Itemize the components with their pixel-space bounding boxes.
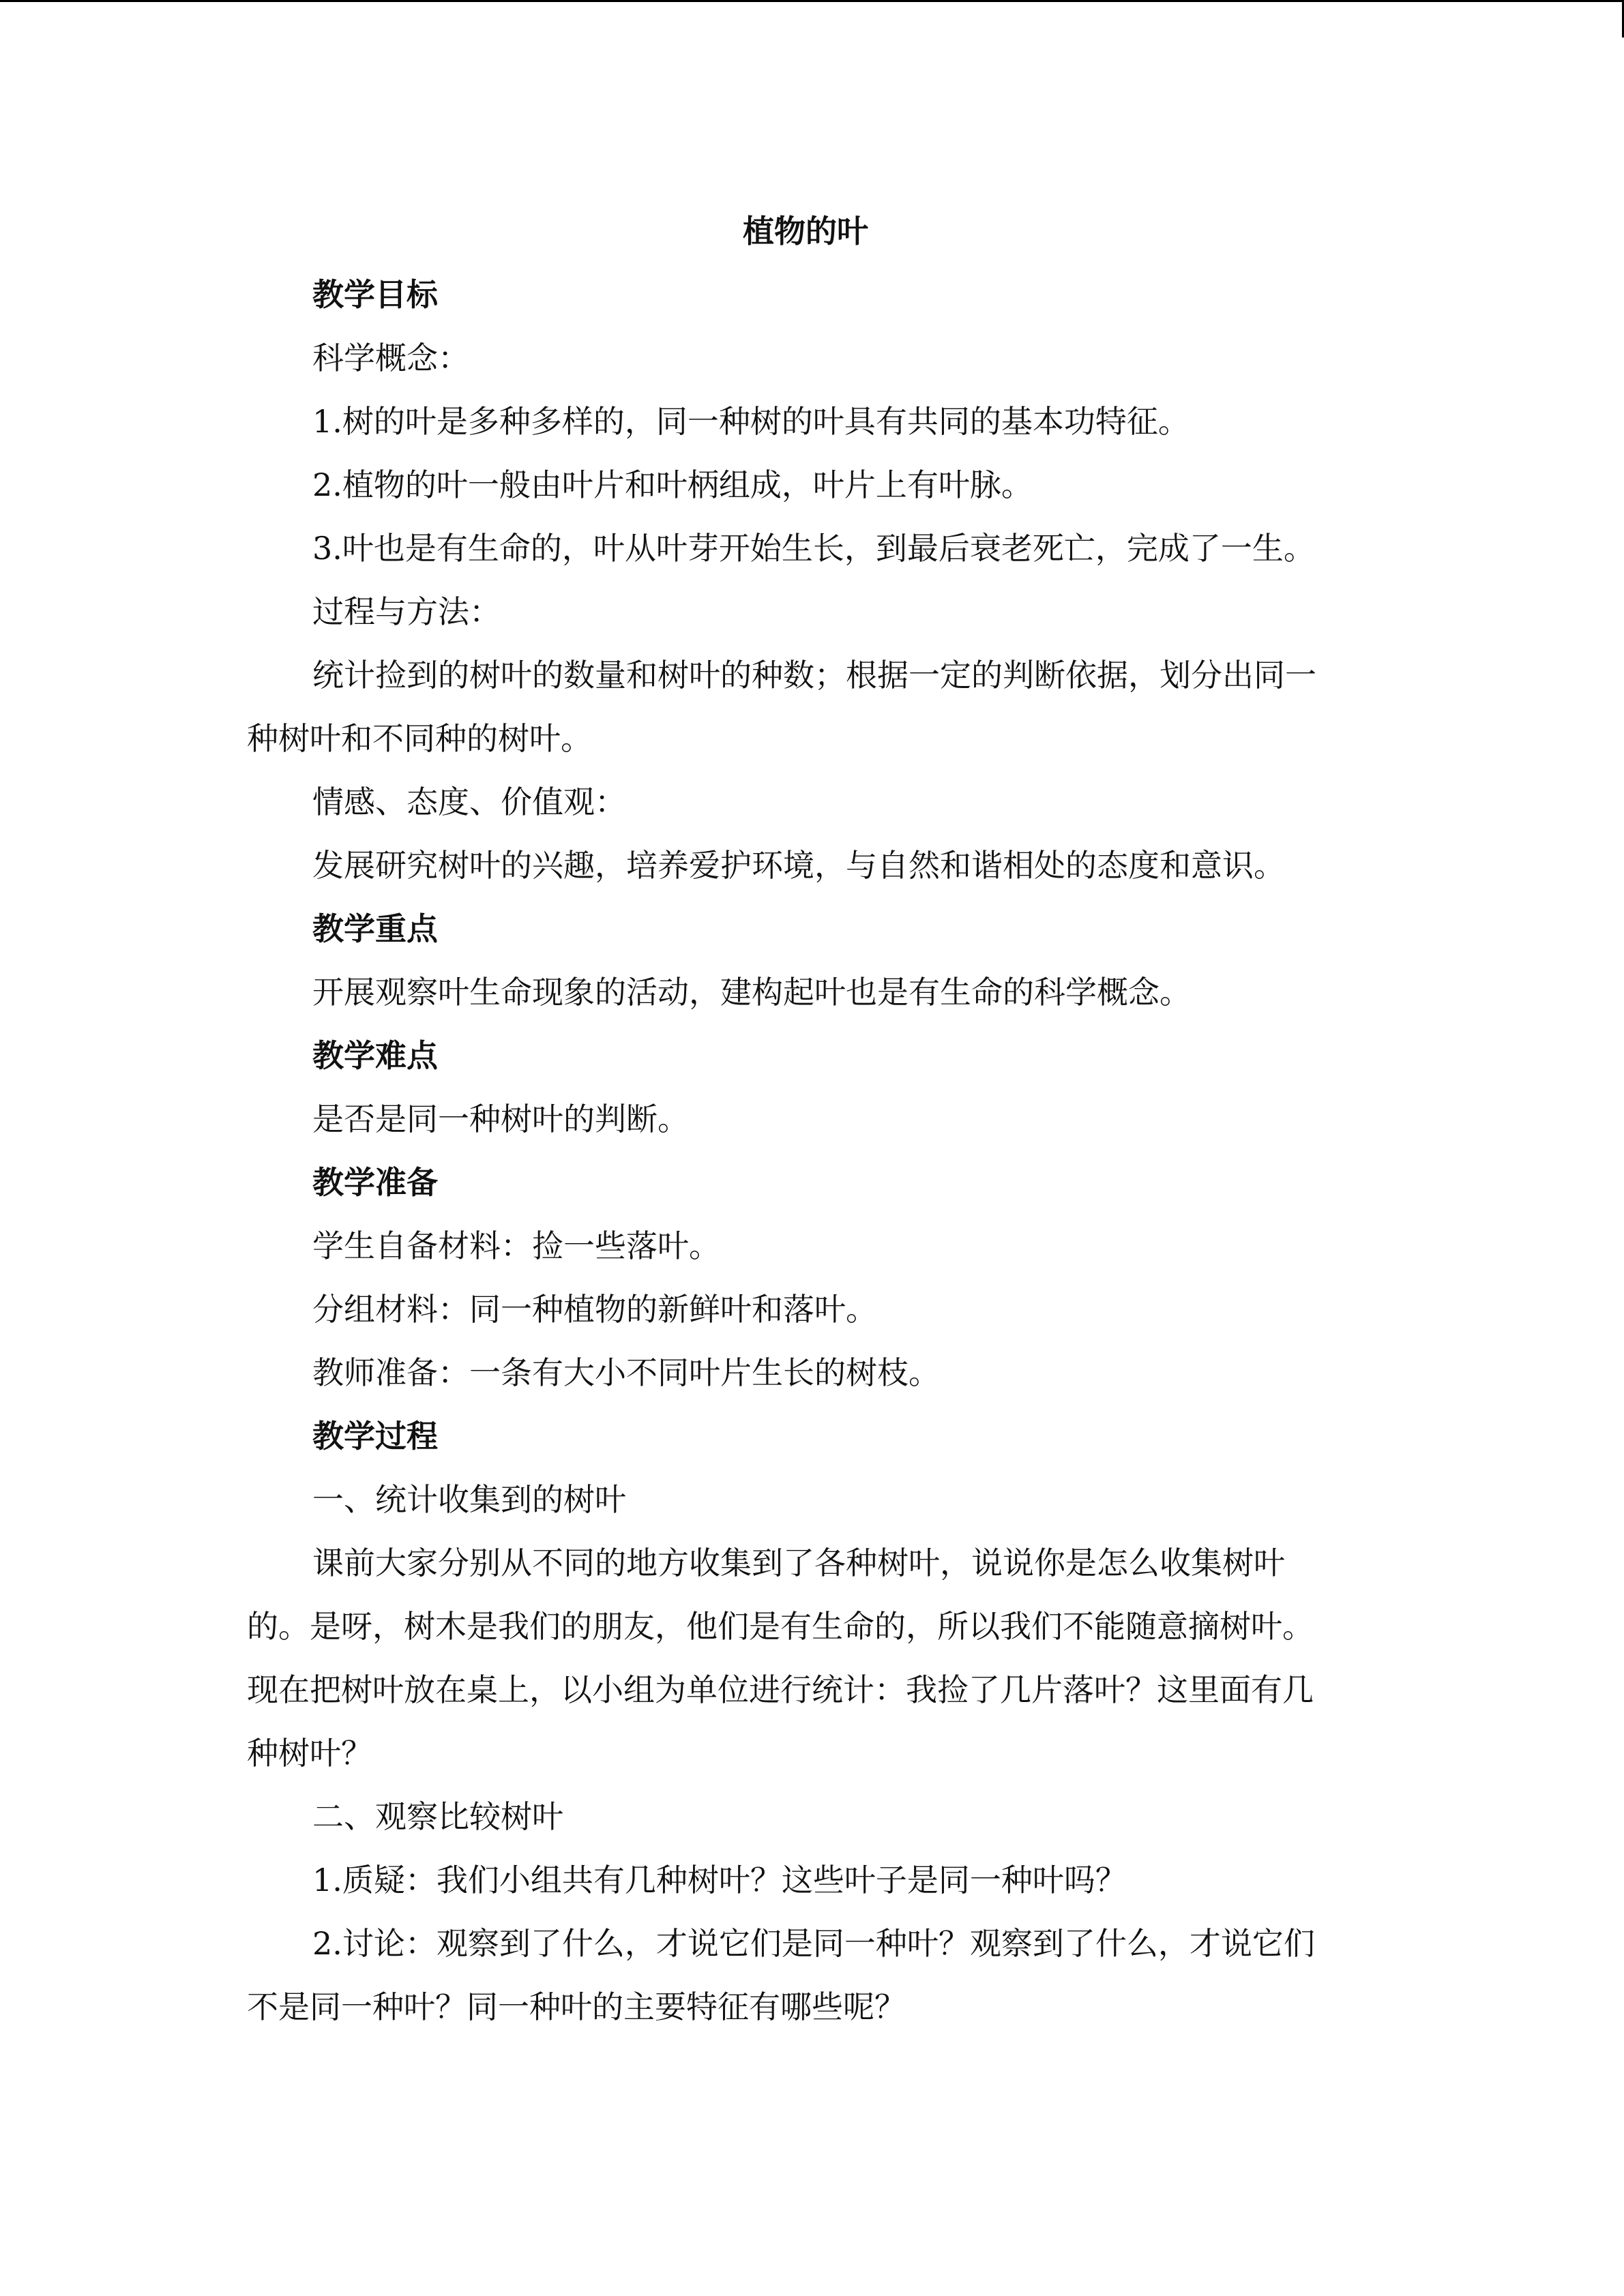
paragraph-line: 不是同一种叶？同一种叶的主要特征有哪些呢？ bbox=[247, 1988, 906, 2025]
paragraph-line: 情感、态度、价值观： bbox=[312, 784, 626, 820]
document-body bbox=[247, 200, 1364, 2039]
document-title: 植物的叶 bbox=[743, 213, 868, 250]
paragraph-line: 种树叶？ bbox=[247, 1735, 372, 1772]
paragraph-line: 学生自备材料：捡一些落叶。 bbox=[312, 1227, 720, 1264]
paragraph-line: 现在把树叶放在桌上，以小组为单位进行统计：我捡了几片落叶？这里面有几 bbox=[247, 1671, 1314, 1708]
section-heading-key-points: 教学重点 bbox=[312, 910, 438, 947]
paragraph-line: 种树叶和不同种的树叶。 bbox=[247, 720, 592, 757]
paragraph-line: 的。是呀，树木是我们的朋友，他们是有生命的，所以我们不能随意摘树叶。 bbox=[247, 1608, 1314, 1645]
paragraph-line: 过程与方法： bbox=[312, 593, 501, 630]
paragraph-line: 3.叶也是有生命的，叶从叶芽开始生长，到最后衰老死亡，完成了一生。 bbox=[312, 530, 1315, 567]
paragraph-line: 开展观察叶生命现象的活动，建构起叶也是有生命的科学概念。 bbox=[312, 974, 1191, 1011]
paragraph-line: 1.质疑：我们小组共有几种树叶？这些叶子是同一种叶吗？ bbox=[312, 1862, 1127, 1898]
section-heading-preparation: 教学准备 bbox=[312, 1164, 438, 1201]
paragraph-line: 二、观察比较树叶 bbox=[312, 1798, 563, 1835]
paragraph-line: 是否是同一种树叶的判断。 bbox=[312, 1101, 689, 1137]
paragraph-line: 统计捡到的树叶的数量和树叶的种数；根据一定的判断依据，划分出同一 bbox=[312, 657, 1316, 694]
paragraph-line: 2.讨论：观察到了什么，才说它们是同一种叶？观察到了什么，才说它们 bbox=[312, 1925, 1315, 1962]
paragraph-line: 分组材料：同一种植物的新鲜叶和落叶。 bbox=[312, 1291, 877, 1328]
paragraph-line: 2.植物的叶一般由叶片和叶柄组成，叶片上有叶脉。 bbox=[312, 466, 1033, 503]
paragraph-line: 教师准备：一条有大小不同叶片生长的树枝。 bbox=[312, 1354, 940, 1391]
section-heading-objectives: 教学目标 bbox=[312, 276, 438, 313]
section-heading-difficulties: 教学难点 bbox=[312, 1037, 438, 1074]
paragraph-line: 课前大家分别从不同的地方收集到了各种树叶，说说你是怎么收集树叶 bbox=[312, 1545, 1285, 1581]
section-heading-process: 教学过程 bbox=[312, 1418, 438, 1455]
paragraph-line: 科学概念： bbox=[312, 340, 469, 376]
paragraph-line: 发展研究树叶的兴趣，培养爱护环境，与自然和谐相处的态度和意识。 bbox=[312, 847, 1285, 884]
paragraph-line: 一、统计收集到的树叶 bbox=[312, 1481, 626, 1518]
paragraph-line: 1.树的叶是多种多样的，同一种树的叶具有共同的基本功特征。 bbox=[312, 403, 1190, 440]
